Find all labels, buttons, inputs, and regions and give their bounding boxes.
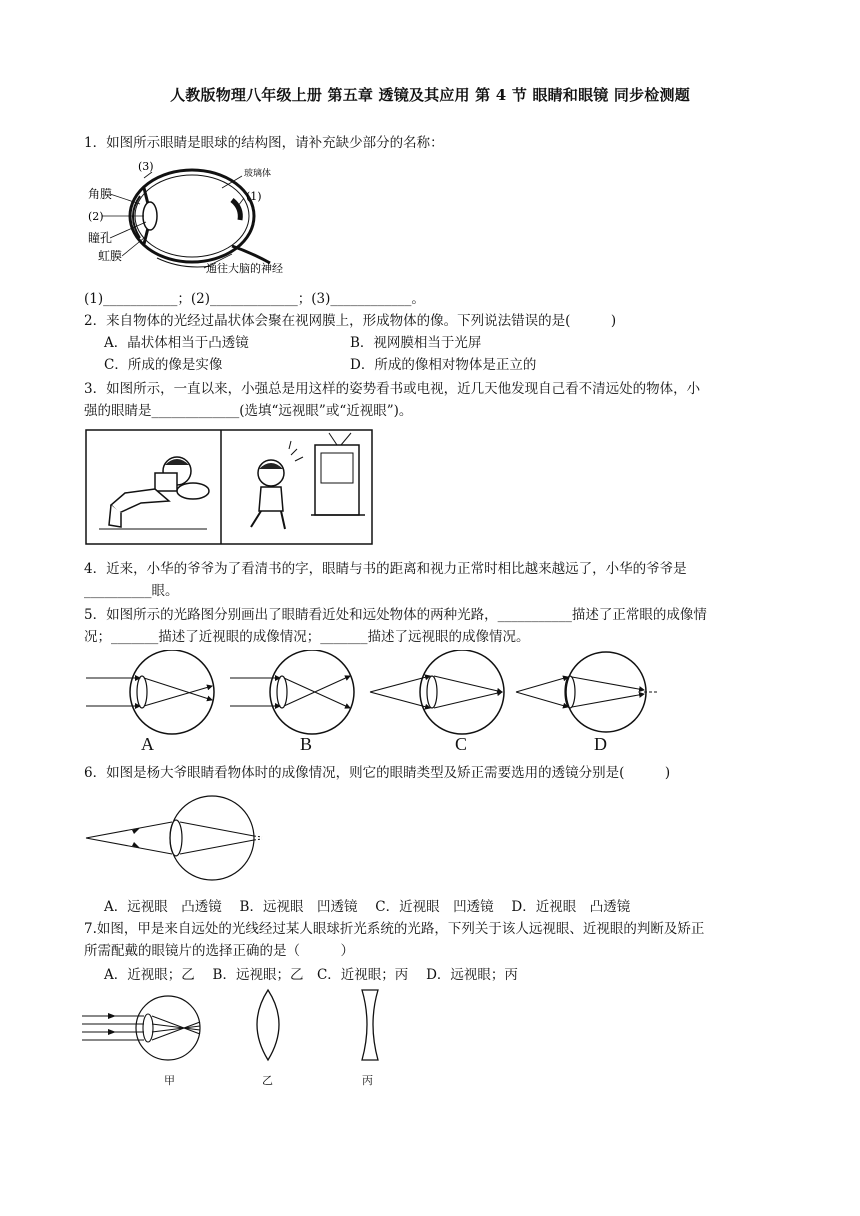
q2-option-b: B．视网膜相当于光屏	[350, 335, 482, 351]
label-cornea: 角膜	[88, 187, 113, 201]
q4-line-2: __________眼。	[84, 583, 179, 599]
diagram-d	[516, 652, 658, 732]
eye-structure-diagram	[82, 158, 302, 280]
q1-answer-line: (1)___________；(2)_____________；(3)____________。	[84, 291, 425, 307]
caption-yi: 乙	[262, 1074, 273, 1087]
label-nerve: 通往大脑的神经	[206, 262, 283, 275]
label-3: (3)	[138, 160, 154, 173]
q6-stem: 6．如图是杨大爷眼睛看物体时的成像情况，则它的眼睛类型及矫正需要选用的透镜分别是( )	[84, 765, 671, 781]
q3-line-2: 强的眼睛是_____________(选填“远视眼”或“近视眼”)。	[84, 403, 413, 419]
q7-lens-diagrams	[80, 988, 400, 1064]
grandpa-eye-diagram	[84, 794, 284, 884]
q7-line-2: 所需配戴的眼镜片的选择正确的是（ ）	[84, 943, 354, 959]
q2-option-d: D．所成的像相对物体是正立的	[350, 357, 537, 373]
q2-stem: 2．来自物体的光经过晶状体会聚在视网膜上，形成物体的像。下列说法错误的是( )	[84, 313, 617, 329]
caption-d: D	[594, 734, 607, 754]
q2-option-a: A．晶状体相当于凸透镜	[104, 335, 249, 351]
label-pupil: 瞳孔	[88, 231, 113, 245]
caption-a: A	[141, 734, 154, 754]
posture-illustration	[85, 429, 373, 545]
convex-lens-figure	[257, 990, 279, 1060]
caption-jia: 甲	[164, 1074, 175, 1087]
q1-stem: 1．如图所示眼睛是眼球的结构图，请补充缺少部分的名称：	[84, 135, 444, 151]
q7-options: A．近视眼；乙 B．远视眼；乙 C．近视眼；丙 D．远视眼；丙	[104, 967, 518, 983]
diagram-b	[230, 650, 354, 734]
eye-jia-figure	[82, 996, 200, 1060]
diagram-a	[86, 650, 214, 734]
concave-lens-figure	[362, 990, 378, 1060]
label-iris: 虹膜	[98, 249, 123, 263]
label-1: (1)	[246, 190, 262, 203]
q2-option-c: C．所成的像是实像	[104, 357, 223, 373]
diagram-c	[370, 650, 504, 734]
q4-line-1: 4．近来，小华的爷爷为了看清书的字，眼睛与书的距离和视力正常时相比越来越远了，小华的爷爷是	[84, 561, 687, 577]
caption-b: B	[300, 734, 313, 754]
label-2: (2)	[88, 210, 104, 223]
label-vitreous: 玻璃体	[244, 169, 272, 179]
caption-c: C	[455, 734, 468, 754]
caption-bing: 丙	[362, 1074, 373, 1087]
light-path-diagrams	[84, 650, 664, 740]
q5-line-1: 5．如图所示的光路图分别画出了眼睛看近处和远处物体的两种光路，___________描述了正常眼的成像情	[84, 607, 707, 623]
page-title: 人教版物理八年级上册 第五章 透镜及其应用 第 4 节 眼睛和眼镜 同步检测题	[170, 86, 690, 104]
q3-line-1: 3．如图所示，一直以来，小强总是用这样的姿势看书或电视，近几天他发现自己看不清远处的物体，小	[84, 381, 701, 397]
q7-line-1: 7.如图，甲是来自远处的光线经过某人眼球折光系统的光路，下列关于该人远视眼、近视眼的判断及矫正	[84, 921, 705, 937]
q6-options: A．远视眼 凸透镜 B．远视眼 凹透镜 C．近视眼 凹透镜 D．近视眼 凸透镜	[104, 899, 631, 915]
q5-line-2: 况；_______描述了近视眼的成像情况；_______描述了远视眼的成像情况。	[84, 629, 530, 645]
